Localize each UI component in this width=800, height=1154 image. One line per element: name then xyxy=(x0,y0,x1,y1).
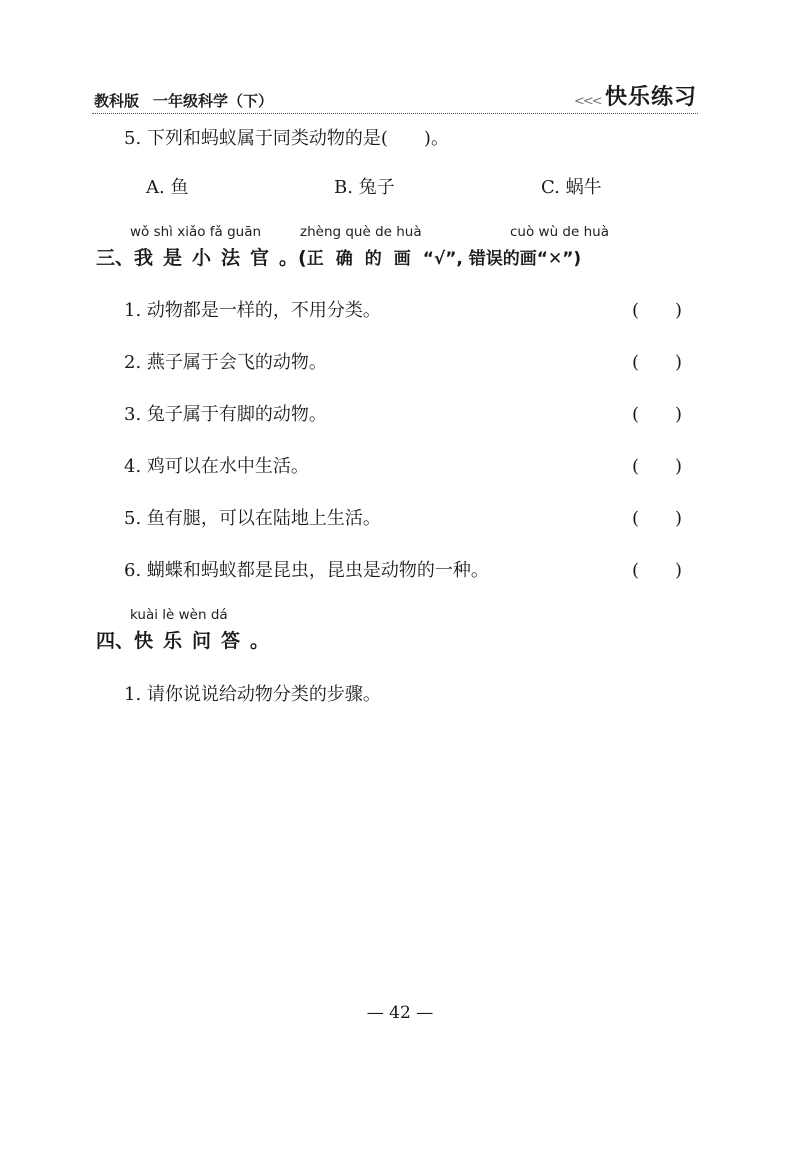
section3-heading: 我是小法官 xyxy=(134,247,280,269)
section3-number: 三、 xyxy=(96,247,135,269)
chevrons-icon: <<< xyxy=(574,94,601,109)
answer-blank-1: ( ) xyxy=(632,300,683,321)
section3-title xyxy=(96,243,581,270)
section3-pinyin-2: zhèng què de huà xyxy=(300,224,422,240)
judge-item-1: 1. 动物都是一样的，不用分类。 xyxy=(124,300,381,321)
section4-number: 四、 xyxy=(96,630,135,652)
section4-heading: 快乐问答。 xyxy=(134,630,280,652)
question-5: 5. 下列和蚂蚁属于同类动物的是( )。 xyxy=(124,128,449,149)
header-edition xyxy=(94,90,273,111)
page-number: — 42 — xyxy=(366,1003,434,1023)
section4-pinyin: kuài lè wèn dá xyxy=(130,607,228,623)
answer-blank-2: ( ) xyxy=(632,352,683,373)
option-c: C. 蜗牛 xyxy=(541,177,602,198)
header-divider xyxy=(92,113,698,114)
answer-blank-6: ( ) xyxy=(632,560,683,581)
subject-label: 一年级科学（下） xyxy=(153,92,274,110)
judge-item-3: 3. 兔子属于有脚的动物。 xyxy=(124,404,327,425)
section3-pinyin-3: cuò wù de huà xyxy=(510,224,609,240)
answer-blank-5: ( ) xyxy=(632,508,683,529)
judge-item-6: 6. 蝴蝶和蚂蚁都是昆虫，昆虫是动物的一种。 xyxy=(124,560,489,581)
answer-blank-4: ( ) xyxy=(632,456,683,477)
section3-pinyin-1: wǒ shì xiǎo fǎ guān xyxy=(130,224,262,240)
option-b: B. 兔子 xyxy=(334,177,395,198)
section3-instruction: 正确的画“√”, 错误的画“✕”) xyxy=(306,249,582,269)
header-title: 快乐练习 xyxy=(605,85,698,110)
judge-item-4: 4. 鸡可以在水中生活。 xyxy=(124,456,309,477)
option-a: A. 鱼 xyxy=(146,177,189,198)
section4-title xyxy=(96,626,279,653)
answer-blank-3: ( ) xyxy=(632,404,683,425)
judge-item-2: 2. 燕子属于会飞的动物。 xyxy=(124,352,327,373)
section4-question-1: 1. 请你说说给动物分类的步骤。 xyxy=(124,684,381,705)
publisher-label: 教科版 xyxy=(94,92,140,110)
judge-item-5: 5. 鱼有腿，可以在陆地上生活。 xyxy=(124,508,381,529)
section3-punct: 。( xyxy=(279,247,307,269)
